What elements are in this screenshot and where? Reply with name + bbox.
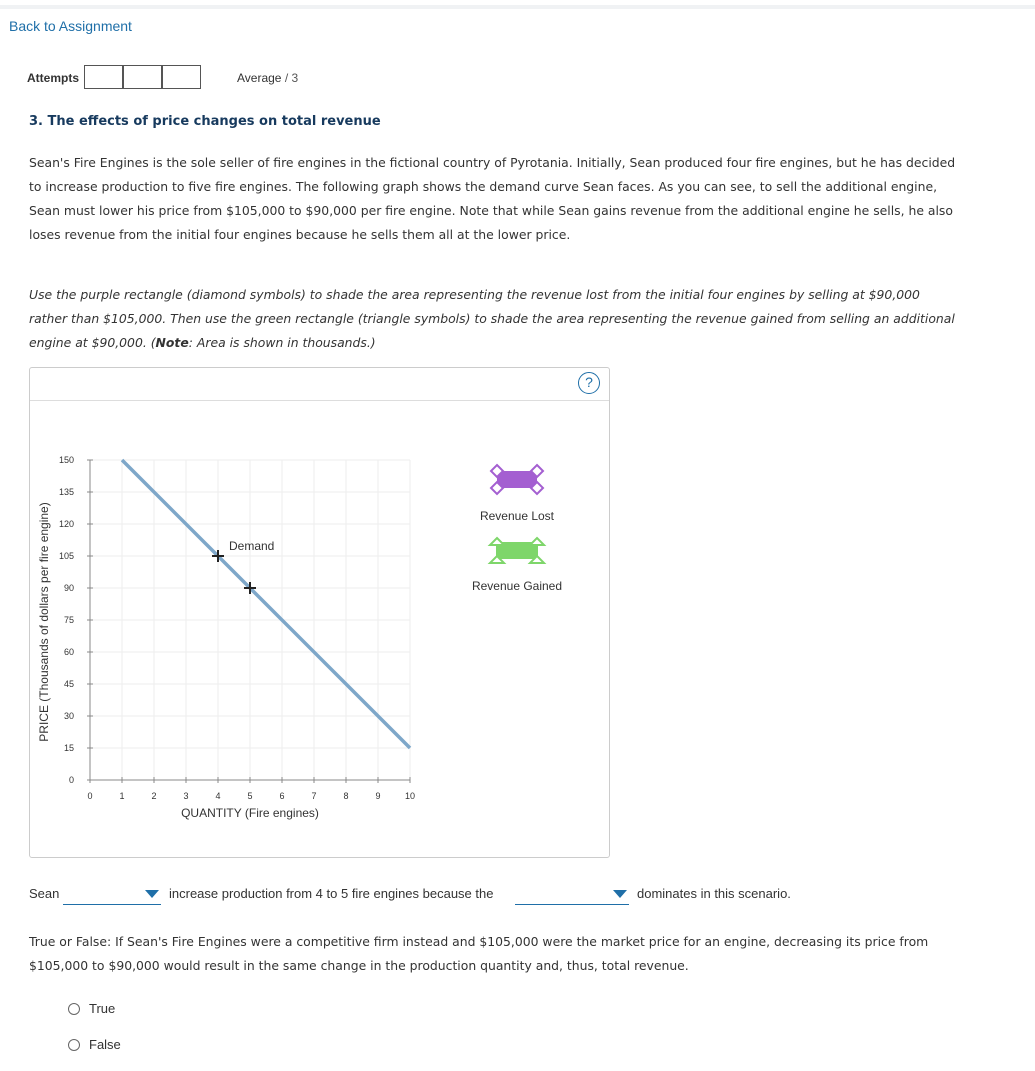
y-tick-label: 30 [63, 711, 74, 721]
top-bar [0, 5, 1035, 9]
chevron-down-icon [145, 890, 159, 898]
y-tick-label: 0 [68, 775, 74, 785]
true-false-question: True or False: If Sean's Fire Engines were a competitive firm instead and $105,000 were the market price for an engine, decreasing its price from $105,000 to $90,000 would result in the same change in the production quantity and, thus, total revenue. [29, 934, 929, 973]
answer-middle-text: increase production from 4 to 5 fire engines because the [169, 886, 494, 901]
radio-button[interactable] [68, 1003, 80, 1015]
x-tick-label: 1 [119, 791, 125, 801]
chevron-down-icon [613, 890, 627, 898]
answer-dropdown-1[interactable] [63, 884, 161, 905]
x-tick-label: 7 [311, 791, 317, 801]
average-score: Average / 3 [237, 71, 299, 85]
y-tick-label: 45 [63, 679, 74, 689]
x-tick-label: 2 [151, 791, 157, 801]
y-tick-label: 15 [63, 743, 74, 753]
y-tick-label: 120 [58, 519, 74, 529]
x-tick-label: 5 [247, 791, 253, 801]
y-tick-label: 60 [63, 647, 74, 657]
answer-dropdown-2[interactable] [515, 884, 629, 905]
answer-prefix: Sean [29, 886, 60, 901]
y-tick-label: 75 [63, 615, 74, 625]
attempts-label: Attempts [27, 71, 80, 85]
graph-header [30, 368, 609, 401]
y-tick-label: 105 [58, 551, 74, 561]
x-tick-label: 10 [404, 791, 416, 801]
y-tick-label: 135 [58, 487, 74, 497]
graph-panel [29, 367, 610, 858]
radio-option-true[interactable]: True [68, 1001, 115, 1016]
revenue-gained-label: Revenue Gained [471, 579, 563, 593]
question-title: 3. The effects of price changes on total revenue [29, 114, 381, 129]
radio-button[interactable] [68, 1039, 80, 1051]
x-axis-label: QUANTITY (Fire engines) [181, 806, 319, 820]
help-button[interactable]: ? [578, 372, 600, 394]
x-tick-label: 0 [87, 791, 93, 801]
revenue-lost-label: Revenue Lost [479, 509, 555, 523]
x-tick-label: 3 [183, 791, 189, 801]
radio-option-false[interactable]: False [68, 1037, 121, 1052]
x-tick-label: 8 [343, 791, 349, 801]
x-tick-label: 4 [215, 791, 221, 801]
demand-label: Demand [229, 539, 275, 553]
back-to-assignment-link[interactable]: Back to Assignment [9, 18, 132, 34]
graph-instructions: Use the purple rectangle (diamond symbols) to shade the area representing the revenue lost from the initial four engines by selling at $90,000 rather than $105,000. Then use the green rectangle (triangle symbols) to shade the area representing the revenue gained from selling an additional engine at $90,000. (Note: Area is shown in thousands.) [29, 287, 955, 350]
attempt-box-1 [84, 65, 123, 89]
y-tick-label: 90 [63, 583, 74, 593]
y-tick-label: 150 [58, 455, 74, 465]
y-axis-label: PRICE (Thousands of dollars per fire engine) [37, 502, 51, 742]
x-tick-label: 9 [375, 791, 381, 801]
attempt-box-2 [123, 65, 162, 89]
x-tick-label: 6 [279, 791, 285, 801]
attempt-box-3 [162, 65, 201, 89]
question-paragraph: Sean's Fire Engines is the sole seller of fire engines in the fictional country of Pyrotania. Initially, Sean produced four fire engines, but he has decided to increase production to five fire engines. The following graph shows the demand curve Sean faces. As you can see, to sell the additional engine, Sean must lower his price from $105,000 to $90,000 per fire engine. Note that while Sean gains revenue from the additional engine he sells, he also loses revenue from the initial four engines because he sells them all at the lower price. [29, 155, 956, 242]
answer-suffix: dominates in this scenario. [637, 886, 791, 901]
